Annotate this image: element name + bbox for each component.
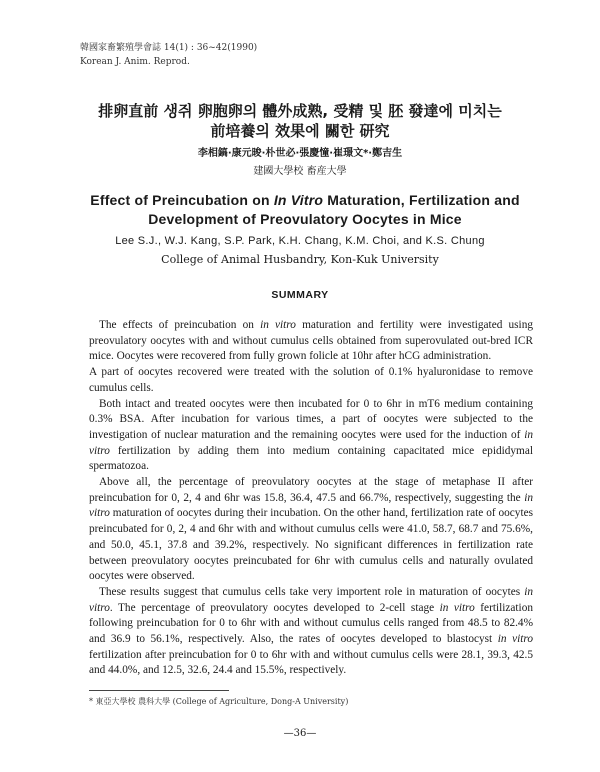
paragraph-3 [89, 397, 533, 476]
text: fertilization after preincubation for 0 to 6hr with and without cumulus cells were 28.1, 39.3, 42.5 and 44.0%, and 12.5, 32.6, 24.4 and 15.5%, respectively. [89, 648, 533, 677]
korean-title-line2: 前培養의 效果에 關한 研究 [210, 122, 390, 140]
footnote-divider [89, 690, 229, 691]
paragraph-5 [89, 585, 533, 679]
text: Both intact and treated oocytes were then incubated for 0 to 6hr in mT6 medium containing 0.3% BSA. After incubation for various times, a part of oocytes were subjected to the investigation of nuclear maturation and the remaining oocytes were used for the induction of [89, 397, 533, 441]
summary-body [89, 318, 533, 679]
english-title-part: Effect of Preincubation on [90, 192, 274, 208]
korean-title-line1: 排卵直前 생쥐 卵胞卵의 體外成熟, 受精 및 胚 發達에 미치는 [98, 102, 502, 120]
korean-affiliation: 建國大學校 畜産大學 [253, 166, 347, 177]
english-title-part: Maturation, Fertilization and [323, 192, 520, 208]
text: fertilization following preincubation for 0 to 6hr with and without cumulus cells ranged from 48.5 to 82.4% and 36.9 to 56.1%, respectively. Also, the rates of oocytes developed to blastocyst [89, 601, 533, 646]
journal-header [80, 41, 257, 69]
italic-term: in vitro [439, 601, 475, 614]
italic-term: in vitro [497, 633, 534, 646]
text: These results suggest that cumulus cells take very importent role in maturation of oocytes [99, 585, 525, 598]
italic-term: in vitro [89, 428, 533, 457]
page-number: —36— [283, 728, 317, 739]
english-title-line2: Development of Preovulatory Oocytes in Mice [148, 211, 462, 227]
text: maturation of oocytes during their incubation. On the other hand, fertilization rate of oocytes preincubated for 0, 2, 4 and 6hr with and without cumulus cells were 41.0, 58.7, 68.7 and 75.6%, and 50.0, 45.1, 37.8 and 39.2%, respectively. No significant differences in fertilization rate between preovulatory oocytes preincubated for 6hr with cumulus cells and naturally ovulated oocytes were observed. [89, 507, 533, 583]
paragraph-2: A part of oocytes recovered were treated with the solution of 0.1% hyaluronidase to remove cumulus cells. [89, 366, 533, 394]
paragraph-4 [89, 475, 533, 585]
text: The effects of preincubation on [99, 319, 261, 331]
italic-term: in vitro [89, 585, 533, 614]
text: . The percentage of preovulatory oocytes developed to 2-cell stage [109, 601, 440, 614]
journal-citation: 韓國家畜繁殖學會誌 14(1) : 36~42(1990) [80, 43, 258, 53]
journal-name-en: Korean J. Anim. Reprod. [80, 57, 190, 67]
italic-term: in vitro [89, 491, 533, 520]
english-title-italic: In Vitro [273, 192, 324, 208]
english-affiliation: College of Animal Husbandry, Kon-Kuk University [161, 253, 439, 266]
text: maturation and fertility were investigated using preovulatory oocytes with and without cumulus cells obtained from superovulated out-bred ICR mice. Oocytes were recovered from fully grown folicle at 10hr after hCG administration. [89, 319, 533, 363]
korean-authors: 李相鎬·康元晙·朴世必·張慶憧·崔璟文*·鄭吉生 [197, 148, 403, 159]
paragraph-1 [89, 318, 533, 365]
footnote: * 東亞大學校 農科大學 (College of Agriculture, Dong-A University) [89, 697, 349, 706]
italic-term: in vitro [260, 319, 296, 331]
summary-heading: SUMMARY [271, 289, 329, 301]
text: fertilization by adding them into medium containing capacitated mice epididymal spermatozoa. [89, 444, 533, 473]
text: Above all, the percentage of preovulatory oocytes at the stage of metaphase II after preincubation for 0, 2, 4 and 6hr was 15.8, 36.4, 47.5 and 66.7%, respectively, suggesting the [89, 476, 533, 504]
english-title-line1 [60, 192, 550, 208]
english-authors: Lee S.J., W.J. Kang, S.P. Park, K.H. Chang, K.M. Choi, and K.S. Chung [115, 235, 485, 247]
